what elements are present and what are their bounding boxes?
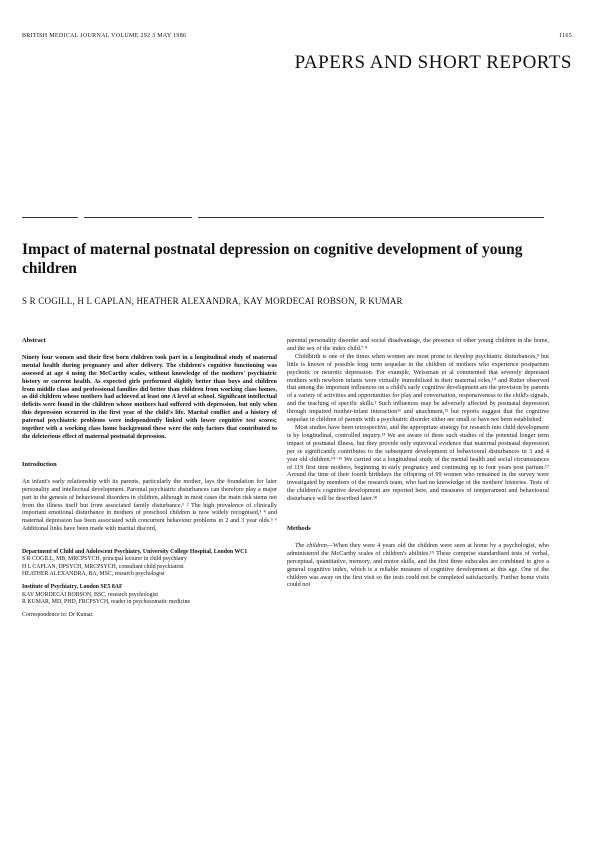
affiliation-dept1: Department of Child and Adolescent Psychiatry, University College Hospital, London WC1 (22, 549, 248, 556)
affiliations (22, 549, 277, 619)
affiliation-dept2: Institute of Psychiatry, London SE5 8AF (22, 584, 123, 591)
body-paragraph: Most studies have been retrospective, and the appropriate strategy for research into child development is by longitudinal, controlled inquiry.¹³ We are aware of three such studies of the potential longer term impact of postnatal illness, but they provide only equivocal evidence that maternal postnatal depression per se significantly contributes to the subsequent development of behavioural disturbances in 3 and 4 year old children.¹⁴⁻¹⁶ We carried out a longitudinal study of the mental health and social circumstances of 119 first time mothers, beginning in early pregnancy and continuing up to four years post partum.¹⁷ Around the time of their fourth birthdays the offspring of 99 women who remained in the survey were investigated by members of the research team, who had no knowledge of the mothers' histories. Tests of the children's cognitive development are reported here, and measures of temperament and behavioural disturbance will be described later.¹⁸ (287, 423, 549, 503)
abstract-text: Ninety four women and their first born children took part in a longitudinal study of maternal mental health during pregnancy and after delivery. The children's cognitive functioning was assessed at age 4 using the McCarthy scales, without knowledge of the mothers' psychiatric history or current health. As expected girls performed slightly better than boys and children from middle class and professional families did better than children from working class homes, as did children whose mothers had achieved at least one A level at school. Significant intellectual deficits were found in the children whose mothers had suffered with depression, but only when this depression occurred in the first year of the child's life. Marital conflict and a history of paternal psychiatric problems were independently linked with lower cognitive test scores; together with a working class home background these were the only factors that contributed to the deleterious effect of maternal postnatal depression. (22, 353, 277, 440)
author-list: S R COGILL, H L CAPLAN, HEATHER ALEXANDRA, KAY MORDECAI ROBSON, R KUMAR (22, 296, 403, 306)
body-paragraph: Childbirth is one of the times when women are most prone to develop psychiatric disturbances,⁹ but little is known of possible long term sequelae in the children of mothers who experience postpartum psychotic or neurotic depression. For example, Weissman et al commented that severely depressed mothers with newborn infants were virtually immobilised in their maternal roles,¹⁰ and Rutter observed that among the important influences on a child's early cognitive development are the provision by parents of a variety of activities and opportunities for play and conversation, responsiveness to the child's signals, and the teaching of specific skills.¹ Such influences may be adversely affected by postnatal depression through impaired mother-infant interaction¹¹ and attachment,¹² but reports suggest that the cognitive sequelae in children of parents with a psychiatric disorder either are small or have not been established. (287, 352, 549, 424)
affiliation-person: H L CAPLAN, DPSYCH, MRCPSYCH, consultant child psychiatrist (22, 563, 184, 570)
page-number: 1165 (559, 33, 572, 39)
introduction-text: An infant's early relationship with its parents, particularly the mother, lays the foundation for later personality and intellectual development. Parental psychiatric disturbances can therefore play a major part in the genesis of behavioural disorders in children, although in most cases the main risk stems not from the illness itself but from associated family disturbance.¹ ² The high prevalence of clinically important emotional disturbance in mothers of preschool children is now widely recognised,³ ⁴ and maternal depression has been associated with concurrent behaviour problems in 2 and 3 year olds.⁵ ⁶ Additional links have been made with marital discord, (22, 477, 277, 533)
article-title: Impact of maternal postnatal depression on cognitive development of young children (22, 241, 523, 277)
right-column (287, 337, 549, 589)
affiliation-person: KAY MORDECAI ROBSON, BSC, research psychologist (22, 591, 158, 598)
affiliation-person: HEATHER ALEXANDRA, BA, MSC, research psychologist (22, 571, 165, 578)
abstract-heading: Abstract (22, 337, 46, 344)
section-title: PAPERS AND SHORT REPORTS (294, 52, 572, 73)
methods-subheading: The children (295, 541, 327, 549)
body-paragraph: parental personality disorder and social disadvantage, the presence of other young children in the home, and the sex of the index child.⁷ ⁸ (287, 337, 549, 352)
methods-paragraph (287, 542, 549, 589)
running-head (22, 33, 572, 43)
correspondence-note: Correspondence to: Dr Kumar. (22, 612, 94, 619)
divider-rule (84, 217, 192, 218)
running-head-journal: BRITISH MEDICAL JOURNAL VOLUME 292 3 MAY 1986 (22, 33, 187, 39)
affiliation-person: S R COGILL, MB, MRCPSYCH, principal lecturer in child psychiatry (22, 556, 187, 563)
affiliation-person: R KUMAR, MD, PHD, FRCPSYCH, reader in psychosomatic medicine (22, 598, 191, 605)
methods-text: —When they were 4 years old the children were seen at home by a psychologist, who administered the McCarthy scales of children's abilities.¹⁹ These comprise standardised tests of verbal, perceptual, quantitative, memory, and motor skills, and the first three subscales are combined to give a general cognitive index, which is a reliable measure of cognitive development at this age. One of the children was away on the first visit so the tests could not be completed satisfactorily. Further home visits could not (287, 541, 550, 589)
divider-rule (198, 217, 544, 218)
methods-heading: Methods (287, 525, 311, 533)
divider-rule (22, 217, 78, 218)
introduction-heading: Introduction (22, 460, 57, 468)
left-column (22, 337, 277, 620)
